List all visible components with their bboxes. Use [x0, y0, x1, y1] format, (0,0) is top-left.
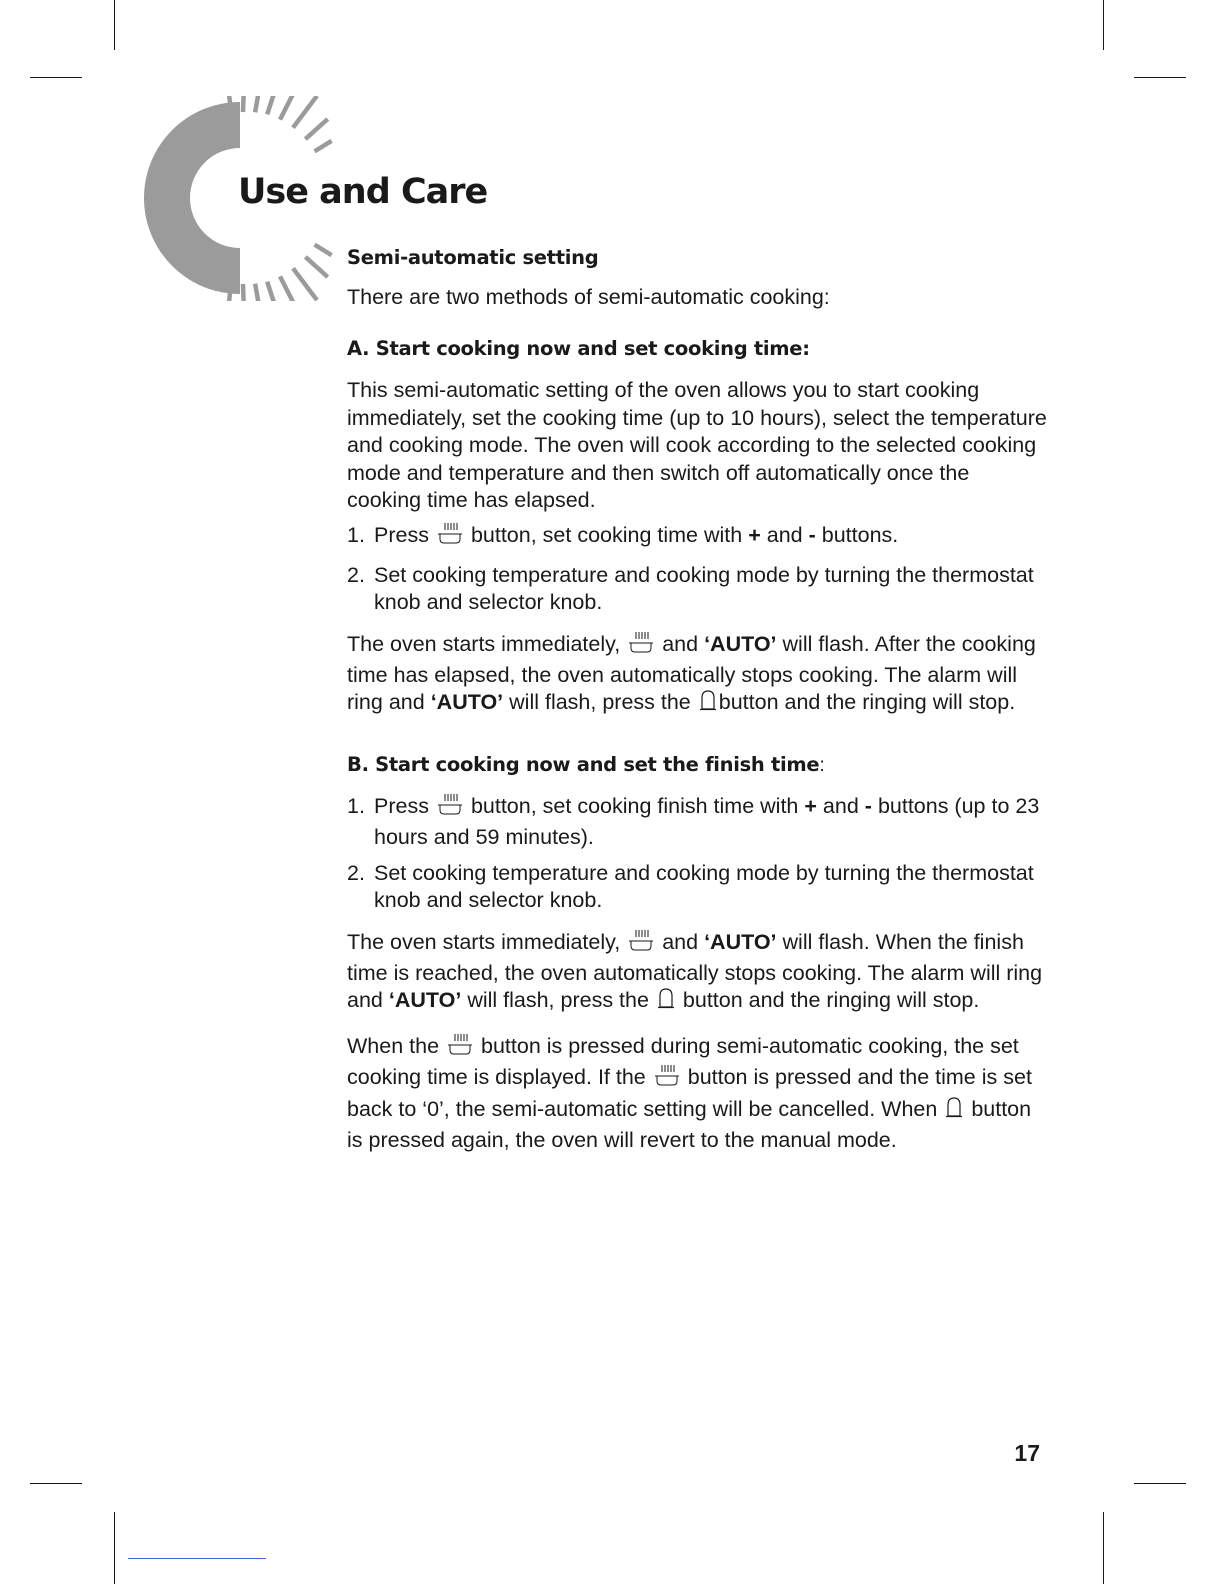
logo-ray	[305, 119, 327, 139]
result-text: will flash. After the cooking time has elapsed, the oven automatically stops cooking. The alarm will ring and	[347, 631, 1036, 715]
step-text: Set cooking temperature and cooking mode by turning the thermostat knob and selector knob.	[374, 562, 1034, 615]
step-text: and	[822, 793, 859, 818]
result-text: will flash. When the finish time is reached, the oven automatically stops cooking. The alarm will ring and	[347, 929, 1043, 1013]
result-text: will flash, press the	[509, 690, 691, 715]
method-a-heading: A. Start cooking now and set cooking time:	[347, 337, 810, 361]
semi-auto-note	[347, 1033, 1047, 1155]
step-text: button, set cooking finish time with	[470, 793, 799, 818]
minus-label: -	[808, 523, 816, 548]
crop-mark	[30, 77, 82, 78]
note-text: button is pressed again, the oven will revert to the manual mode.	[347, 1096, 1032, 1152]
logo-ray	[315, 245, 332, 256]
note-text: button is pressed and the time is set back to ‘0’, the semi-automatic setting will be cancelled. When	[347, 1065, 1032, 1121]
method-b-result	[347, 929, 1047, 1019]
method-b-steps	[347, 793, 1047, 915]
logo-ray	[305, 257, 327, 277]
result-text: button and the ringing will stop.	[682, 988, 980, 1013]
bell-icon	[699, 689, 717, 720]
logo-ray	[243, 96, 246, 112]
method-a-steps	[347, 522, 1047, 616]
auto-label: ‘AUTO’	[704, 631, 777, 656]
method-b-heading	[347, 751, 1047, 779]
result-text: button and the ringing will stop.	[718, 690, 1016, 715]
cook-pot-icon	[654, 1064, 680, 1095]
step-number: 1.	[347, 793, 365, 818]
step-text: buttons.	[821, 523, 899, 548]
cook-pot-icon	[437, 793, 463, 824]
cook-pot-icon	[437, 522, 463, 553]
auto-label: ‘AUTO’	[704, 929, 777, 954]
note-text: When the	[347, 1033, 440, 1058]
result-text: The oven starts immediately,	[347, 631, 621, 656]
step-text: Set cooking temperature and cooking mode by turning the thermostat knob and selector knob.	[374, 860, 1034, 913]
crop-mark	[114, 0, 115, 50]
step-number: 1.	[347, 523, 365, 548]
method-a-description: This semi-automatic setting of the oven allows you to start cooking immediately, set the cooking time (up to 10 hours), select the temperature and cooking mode. The oven will cook according to the selected cooking mode and temperature and then switch off automatically once the cooking time has elapsed.	[347, 378, 1047, 513]
cook-pot-icon	[447, 1033, 473, 1064]
logo-ray	[293, 268, 317, 300]
logo-ray	[255, 96, 267, 112]
step-number: 2.	[347, 860, 365, 885]
footer-line	[128, 1558, 266, 1559]
step-text: buttons (up to 23 hours and 59 minutes).	[374, 793, 1040, 850]
cook-pot-icon	[628, 929, 654, 960]
step-text: Press	[374, 793, 429, 818]
logo-ray	[243, 284, 246, 301]
heading-text: B. Start cooking now and set the finish time	[347, 752, 820, 776]
crop-mark	[114, 1512, 115, 1584]
logo-ray	[315, 141, 332, 152]
step-text: and	[766, 523, 803, 548]
logo-ray	[293, 96, 317, 128]
cook-pot-icon	[628, 631, 654, 662]
crop-mark	[1103, 1512, 1104, 1584]
list-item	[347, 522, 1047, 553]
result-text: and	[662, 929, 699, 954]
crop-mark	[30, 1483, 82, 1484]
section-heading: Semi-automatic setting	[347, 246, 599, 269]
result-text: and	[662, 631, 699, 656]
crop-mark	[1134, 1483, 1186, 1484]
page-number: 17	[1014, 1440, 1040, 1466]
auto-label: ‘AUTO’	[430, 690, 504, 715]
page-title: Use and Care	[238, 172, 488, 212]
bell-icon	[945, 1096, 963, 1127]
auto-label: ‘AUTO’	[388, 988, 462, 1013]
heading-colon: :	[819, 753, 825, 776]
plus-label: +	[748, 523, 761, 548]
list-item	[347, 860, 1047, 915]
logo-ray	[255, 284, 267, 301]
section-intro: There are two methods of semi-automatic cooking:	[347, 285, 830, 309]
minus-label: -	[864, 793, 872, 818]
list-item	[347, 562, 1047, 617]
main-content	[347, 244, 1047, 1154]
bell-icon	[657, 987, 675, 1018]
plus-label: +	[804, 793, 817, 818]
result-text: will flash, press the	[467, 988, 649, 1013]
step-text: Press	[374, 523, 429, 548]
list-item	[347, 793, 1047, 852]
crop-mark	[1134, 77, 1186, 78]
crop-mark	[1103, 0, 1104, 50]
result-text: The oven starts immediately,	[347, 929, 621, 954]
step-number: 2.	[347, 562, 365, 587]
note-text: button is pressed during semi-automatic cooking, the set cooking time is displayed. If the	[347, 1033, 1019, 1090]
method-a-result	[347, 631, 1047, 721]
step-text: button, set cooking time with	[470, 523, 743, 548]
